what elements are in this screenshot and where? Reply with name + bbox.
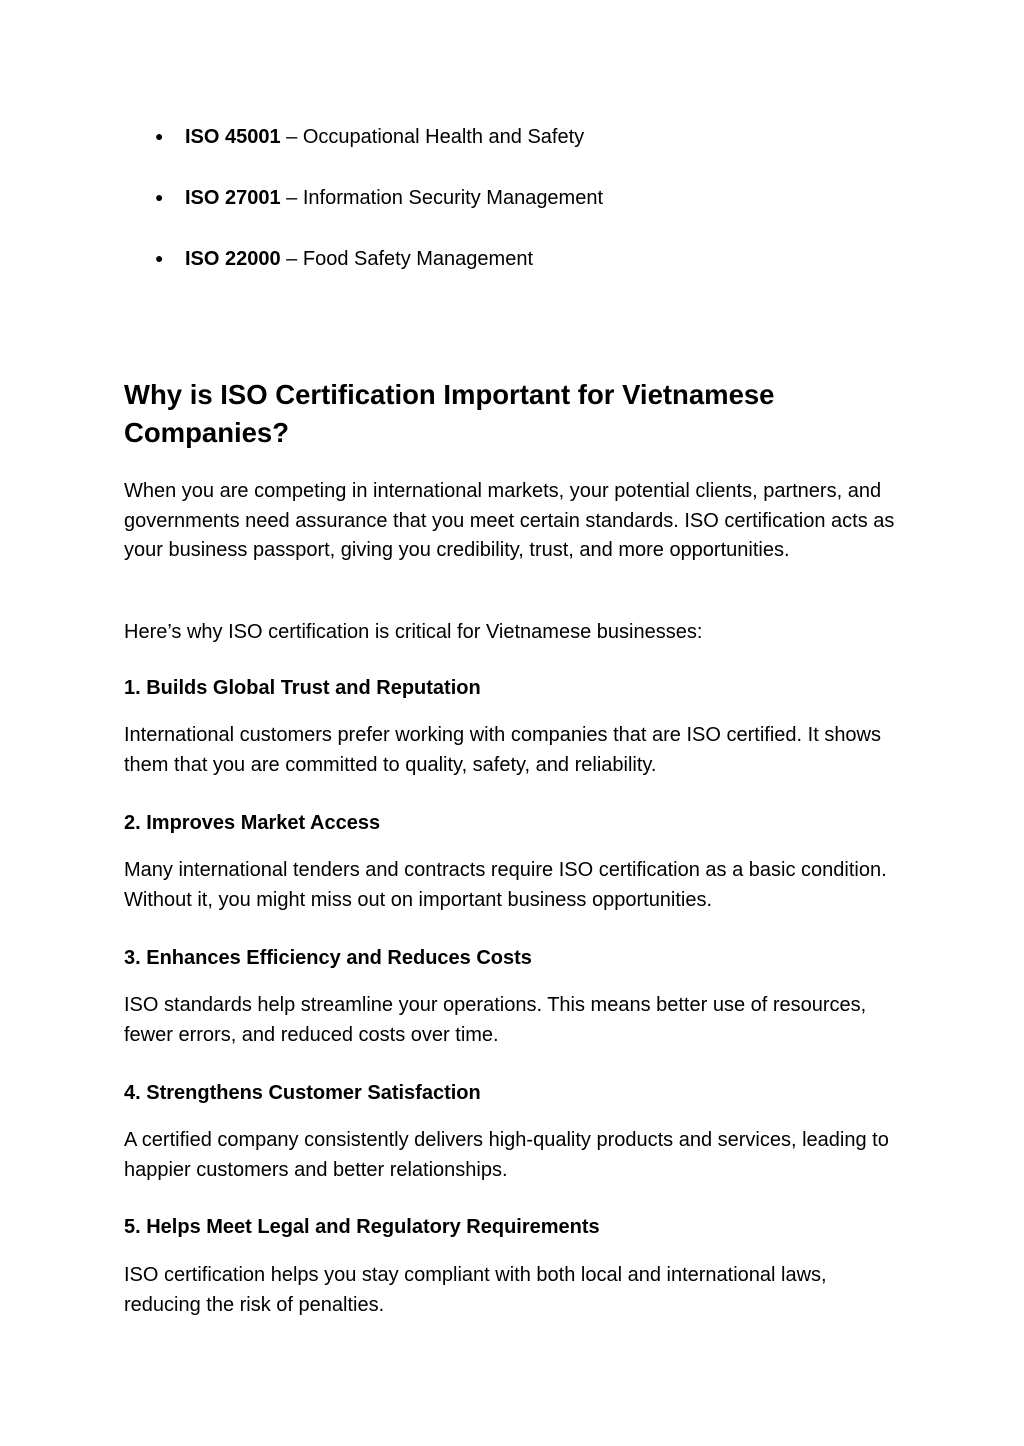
bullet-icon: ● — [155, 128, 164, 144]
standard-description: Occupational Health and Safety — [302, 126, 585, 148]
list-item — [155, 124, 584, 149]
standard-description: Information Security Management — [302, 187, 604, 209]
reason-body: Many international tenders and contracts require ISO certification as a basic condition. Without it, you might miss out on important business opportunities. — [124, 859, 887, 911]
standard-separator: – — [280, 187, 303, 209]
reason-heading: 1. Builds Global Trust and Reputation — [124, 677, 481, 699]
intro-paragraph: When you are competing in international markets, your potential clients, partners, and governments need assurance that you meet certain standards. ISO certification acts as your business passport, giving you credibility, trust, and more opportunities. — [124, 480, 895, 561]
reason-heading: 2. Improves Market Access — [124, 812, 381, 834]
standard-code: ISO 45001 — [185, 126, 281, 148]
reason-body: A certified company consistently delivers high-quality products and services, leading to happier customers and better relationships. — [124, 1129, 889, 1181]
standard-code: ISO 27001 — [185, 187, 281, 209]
bullet-icon: ● — [155, 189, 164, 205]
bullet-icon: ● — [155, 250, 164, 266]
standard-separator: – — [280, 126, 303, 148]
reason-heading: 3. Enhances Efficiency and Reduces Costs — [124, 947, 532, 969]
standard-code: ISO 22000 — [185, 248, 281, 270]
standard-description: Food Safety Management — [302, 248, 534, 270]
reason-heading: 4. Strengthens Customer Satisfaction — [124, 1082, 481, 1104]
section-heading: Why is ISO Certification Important for Vietnamese Companies? — [124, 379, 775, 448]
reason-heading: 5. Helps Meet Legal and Regulatory Requirements — [124, 1216, 600, 1238]
reason-body: ISO certification helps you stay compliant with both local and international laws, reducing the risk of penalties. — [124, 1264, 827, 1316]
list-item — [155, 246, 533, 271]
standard-separator: – — [280, 248, 303, 270]
list-item — [155, 185, 603, 210]
reason-body: ISO standards help streamline your operations. This means better use of resources, fewer errors, and reduced costs over time. — [124, 994, 867, 1046]
lead-in-paragraph: Here’s why ISO certification is critical for Vietnamese businesses: — [124, 621, 703, 643]
reason-body: International customers prefer working with companies that are ISO certified. It shows them that you are committed to quality, safety, and reliability. — [124, 724, 882, 776]
